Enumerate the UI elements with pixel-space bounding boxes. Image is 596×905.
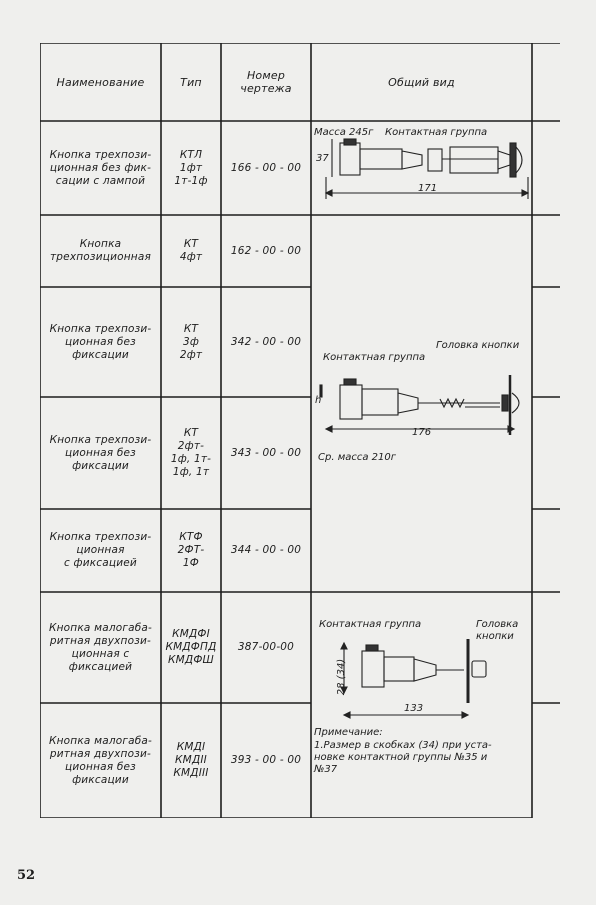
drawing-three-position-button bbox=[320, 375, 519, 435]
drawing2-length: 176 bbox=[412, 427, 432, 438]
row-6-drawing: 387-00-00 bbox=[237, 641, 295, 653]
row-5-drawing: 344 - 00 - 00 bbox=[230, 544, 302, 556]
drawing3-contact-group: Контактная группа bbox=[319, 619, 422, 630]
drawing1-mass: Масса 245г bbox=[314, 127, 374, 138]
header-general-view: Общий вид bbox=[388, 75, 455, 89]
row-2-drawing: 162 - 00 - 00 bbox=[230, 244, 302, 257]
drawing3-length: 133 bbox=[404, 703, 424, 714]
note-text: 1.Размер в скобках (34) при уста- новке контактной группы №35 и №37 bbox=[314, 740, 492, 775]
row-7-name: Кнопка малогаба- ритная двухпози- ционная без фиксации bbox=[48, 734, 153, 786]
row-5-name: Кнопка трехпози- ционная с фиксацией bbox=[49, 531, 152, 569]
row-6-type: КМДФI КМДФПД КМДФШ bbox=[165, 628, 217, 666]
table-sheet bbox=[40, 43, 560, 818]
page-number: 52 bbox=[17, 868, 36, 883]
row-1-name: Кнопка трехпози- ционная без фик- сации с лампой bbox=[49, 148, 152, 187]
row-1-drawing: 166 - 00 - 00 bbox=[230, 161, 302, 174]
drawing3-height: 28 (34) bbox=[336, 658, 348, 696]
header-drawing-number: Номер чертежа bbox=[240, 69, 292, 95]
header-type: Тип bbox=[180, 75, 202, 89]
row-4-type: КТ 2фт- 1ф, 1т- 1ф, 1т bbox=[170, 427, 212, 478]
drawing2-contact-group: Контактная группа bbox=[323, 352, 426, 363]
drawing1-length: 171 bbox=[418, 183, 438, 194]
row-7-drawing: 393 - 00 - 00 bbox=[230, 754, 302, 766]
row-6-name: Кнопка малогаба- ритная двухпози- ционная с фиксацией bbox=[48, 621, 153, 673]
drawing3-button-head: Головка кнопки bbox=[476, 619, 519, 642]
row-5-type: КТФ 2ФТ- 1Ф bbox=[177, 531, 205, 569]
row-2-type: КТ 4фт bbox=[179, 238, 203, 263]
drawing1-height: 37 bbox=[316, 153, 329, 164]
row-3-drawing: 342 - 00 - 00 bbox=[230, 335, 302, 348]
row-3-type: КТ 3ф 2фт bbox=[179, 322, 203, 361]
drawing1-contact-group: Контактная группа bbox=[385, 127, 488, 138]
row-2-name: Кнопка трехпозиционная bbox=[49, 238, 152, 263]
drawing2-mass: Ср. масса 210г bbox=[318, 452, 397, 463]
header-name: Наименование bbox=[56, 75, 145, 89]
note-title: Примечание: bbox=[314, 727, 383, 738]
drawing2-button-head: Головка кнопки bbox=[436, 340, 520, 351]
drawing2-h: h bbox=[315, 395, 322, 406]
row-4-name: Кнопка трехпози- ционная без фиксации bbox=[49, 433, 152, 472]
row-4-drawing: 343 - 00 - 00 bbox=[230, 446, 302, 459]
row-7-type: КМДI КМДII КМДIII bbox=[173, 741, 209, 779]
row-1-type: КТЛ 1фт 1т-1ф bbox=[174, 148, 208, 187]
row-3-name: Кнопка трехпози- ционная без фиксации bbox=[49, 322, 152, 361]
